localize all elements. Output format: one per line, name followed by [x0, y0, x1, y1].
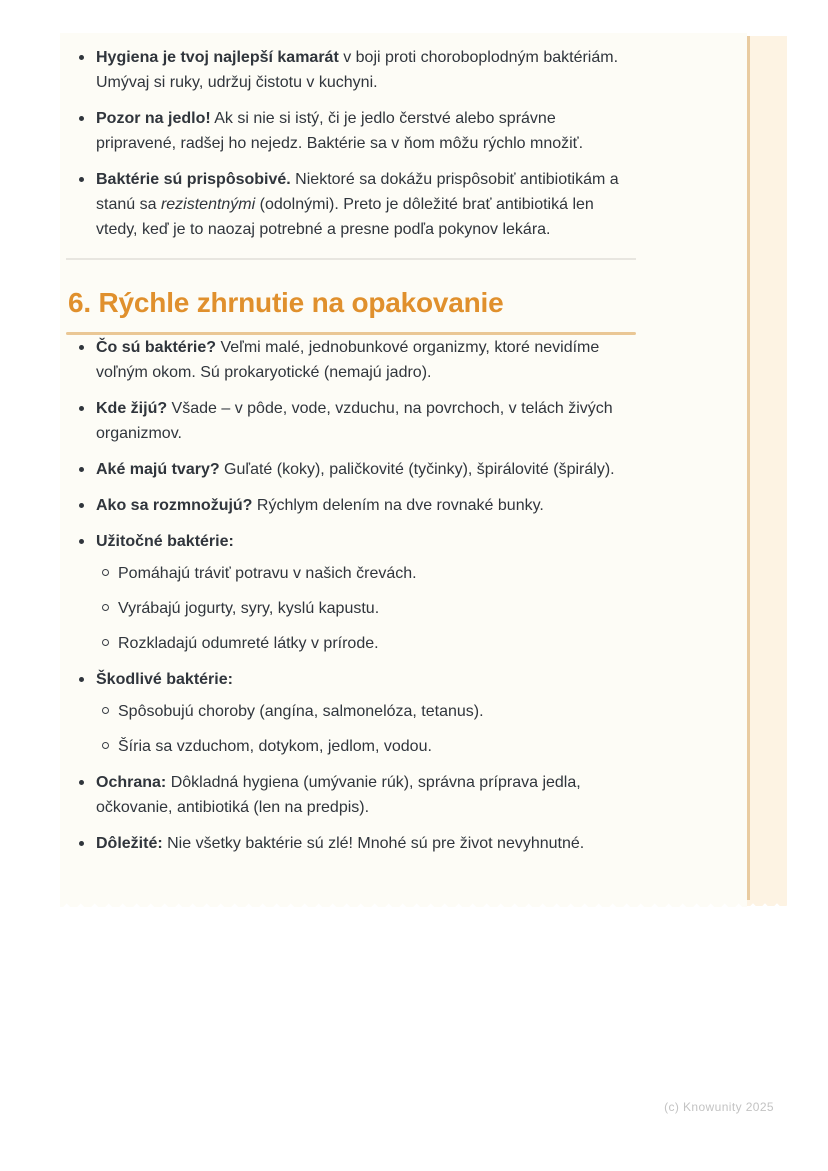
list-item — [66, 667, 636, 759]
list-item — [66, 831, 636, 856]
text-segment-bold: Čo sú baktérie? — [96, 339, 217, 356]
text-segment-bold: Škodlivé baktérie: — [96, 671, 233, 688]
section-heading: 6. Rýchle zhrnutie na opakovanie — [68, 287, 504, 318]
text-segment-bold: Pozor na jedlo! — [96, 110, 211, 127]
text-segment-bold: Hygiena je tvoj najlepší kamarát — [96, 49, 339, 66]
text-segment-normal: Rýchlym delením na dve rovnaké bunky. — [252, 497, 544, 514]
sub-list-item: Spôsobujú choroby (angína, salmonelóza, tetanus). — [96, 699, 636, 724]
list-item — [66, 770, 636, 820]
text-segment-normal: Dôkladná hygiena (umývanie rúk), správna príprava jedla, očkovanie, antibiotiká (len na predpis). — [96, 774, 581, 816]
text-segment-bold: Ochrana: — [96, 774, 167, 791]
text-segment-bold: Ako sa rozmnožujú? — [96, 497, 253, 514]
text-segment-normal: Ak si nie si istý, či je jedlo čerstvé alebo správne pripravené, radšej ho nejedz. Baktérie sa v ňom môžu rýchlo množiť. — [96, 110, 584, 152]
next-page-edge — [747, 36, 787, 900]
text-segment-normal: v boji proti choroboplodným baktériám. Umývaj si ruky, udržuj čistotu v kuchyni. — [96, 49, 619, 91]
text-segment-italic: rezistentnými — [160, 196, 256, 213]
sub-list-item: Šíria sa vzduchom, dotykom, jedlom, vodou. — [96, 734, 636, 759]
document-page — [60, 33, 747, 900]
copyright-text: (c) Knowunity 2025 — [664, 1100, 774, 1114]
text-segment-normal: Veľmi malé, jednobunkové organizmy, ktoré nevidíme voľným okom. Sú prokaryotické (nemajú jadro). — [96, 339, 600, 381]
text-segment-bold: Dôležité: — [96, 835, 163, 852]
text-segment-bold: Užitočné baktérie: — [96, 533, 234, 550]
summary-bullet-list — [66, 335, 636, 856]
text-segment-normal: Guľaté (koky), paličkovité (tyčinky), špirálovité (špirály). — [219, 461, 615, 478]
section-divider — [66, 258, 636, 260]
text-segment-normal: Všade – v pôde, vode, vzduchu, na povrchoch, v telách živých organizmov. — [96, 400, 613, 442]
text-segment-normal: Nie všetky baktérie sú zlé! Mnohé sú pre život nevyhnutné. — [162, 835, 585, 852]
text-segment-bold: Aké majú tvary? — [96, 461, 220, 478]
text-segment-bold: Kde žijú? — [96, 400, 168, 417]
list-item — [66, 45, 636, 95]
list-item — [66, 493, 636, 518]
sub-list — [96, 561, 636, 656]
list-item — [66, 396, 636, 446]
text-segment-normal: (odolnými). Preto je dôležité brať antibiotiká len vtedy, keď je to naozaj potrebné a presne podľa pokynov lekára. — [96, 196, 594, 238]
list-item — [66, 335, 636, 385]
list-item — [66, 529, 636, 656]
text-segment-bold: Baktérie sú prispôsobivé. — [96, 171, 291, 188]
list-item — [66, 457, 636, 482]
sub-list-item: Vyrábajú jogurty, syry, kyslú kapustu. — [96, 596, 636, 621]
list-item — [66, 167, 636, 242]
intro-bullet-list — [66, 45, 636, 242]
sub-list — [96, 699, 636, 759]
text-segment-normal: Niektoré sa dokážu prispôsobiť antibiotikám a stanú sa — [96, 171, 619, 213]
list-item — [66, 106, 636, 156]
sub-list-item: Rozkladajú odumreté látky v prírode. — [96, 631, 636, 656]
sub-list-item: Pomáhajú tráviť potravu v našich črevách. — [96, 561, 636, 586]
